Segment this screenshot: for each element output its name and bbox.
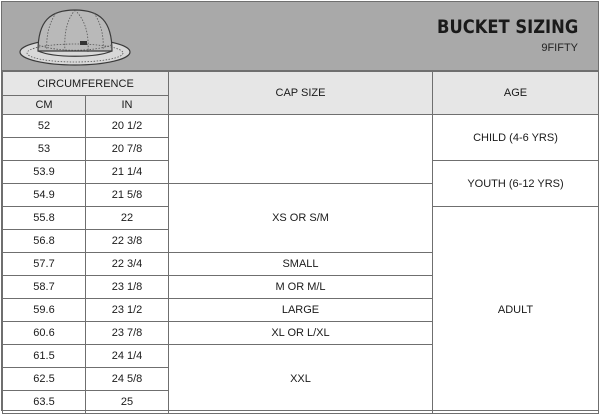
cap-size-cell-m-ml: M OR M/L (169, 276, 433, 299)
in-cell: 21 1/4 (86, 161, 169, 184)
cm-cell: 59.6 (3, 299, 86, 322)
in-cell: 20 1/2 (86, 115, 169, 138)
cm-cell: 61.5 (3, 345, 86, 368)
in-header: IN (86, 96, 169, 115)
cap-size-cell-empty (169, 115, 433, 184)
table-row (3, 115, 599, 138)
cap-size-cell-large: LARGE (169, 299, 433, 322)
cm-cell: 54.9 (3, 184, 86, 207)
size-chart (1, 1, 599, 411)
in-cell: 23 7/8 (86, 322, 169, 345)
cm-cell: 62.5 (3, 368, 86, 391)
in-cell: 24 1/4 (86, 345, 169, 368)
circumference-header: CIRCUMFERENCE (3, 72, 169, 96)
in-cell: 23 1/8 (86, 276, 169, 299)
cap-size-cell-xs-s-m: XS OR S/M (169, 184, 433, 253)
in-cell: 25 (86, 391, 169, 414)
in-cell: 22 3/4 (86, 253, 169, 276)
header-banner (2, 2, 598, 71)
cap-size-cell-small: SMALL (169, 253, 433, 276)
cm-cell: 52 (3, 115, 86, 138)
cm-cell: 53 (3, 138, 86, 161)
cap-size-cell-xxl: XXL (169, 345, 433, 414)
cm-cell: 56.8 (3, 230, 86, 253)
age-cell-child: CHILD (4-6 YRS) (433, 115, 599, 161)
page-subtitle: 9FIFTY (541, 42, 578, 54)
cap-size-cell-xl-lxl: XL OR L/XL (169, 322, 433, 345)
cm-cell: 57.7 (3, 253, 86, 276)
age-header: AGE (433, 72, 599, 115)
cm-cell: 53.9 (3, 161, 86, 184)
cm-cell: 63.5 (3, 391, 86, 414)
page-title: BUCKET SIZING (436, 16, 578, 38)
in-cell: 20 7/8 (86, 138, 169, 161)
cap-size-header: CAP SIZE (169, 72, 433, 115)
in-cell: 21 5/8 (86, 184, 169, 207)
in-cell: 22 3/8 (86, 230, 169, 253)
bucket-hat-icon (16, 5, 134, 67)
in-cell: 24 5/8 (86, 368, 169, 391)
cm-cell: 60.6 (3, 322, 86, 345)
cm-cell: 58.7 (3, 276, 86, 299)
age-cell-youth: YOUTH (6-12 YRS) (433, 161, 599, 207)
cm-header: CM (3, 96, 86, 115)
cm-cell: 55.8 (3, 207, 86, 230)
in-cell: 22 (86, 207, 169, 230)
age-cell-adult: ADULT (433, 207, 599, 414)
sizing-table (2, 71, 599, 414)
in-cell: 23 1/2 (86, 299, 169, 322)
